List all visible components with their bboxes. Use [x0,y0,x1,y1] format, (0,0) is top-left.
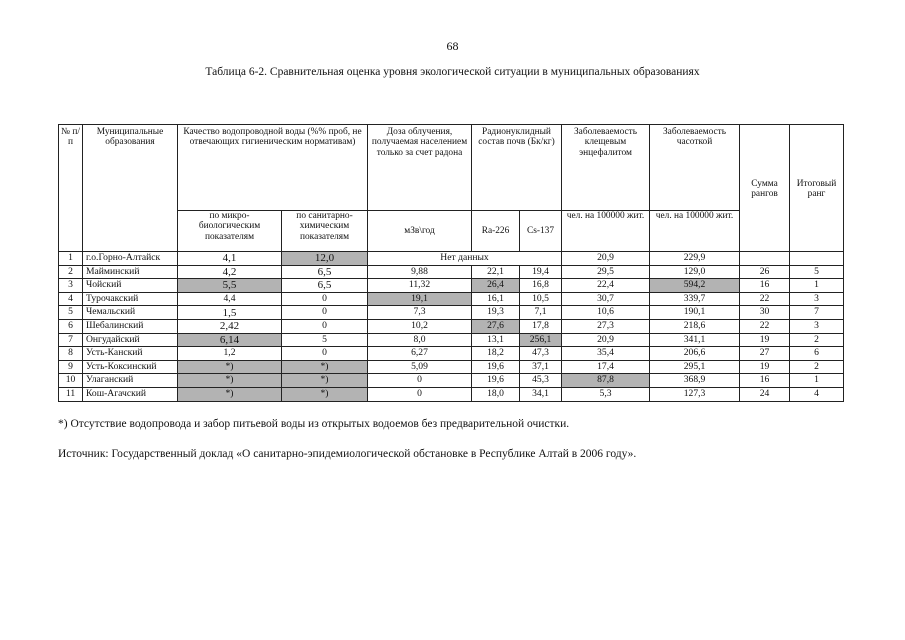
cell-num: 1 [59,252,83,266]
subheader-tick-unit: чел. на 100000 жит. [562,211,650,252]
cell-ra226: 26,4 [472,279,520,293]
cell-pinworm: 206,6 [650,347,740,361]
cell-ra226: 22,1 [472,265,520,279]
cell-num: 9 [59,360,83,374]
cell-dose: 10,2 [368,319,472,333]
header-radionuclide: Радионуклидный состав почв (Бк/кг) [472,125,562,211]
cell-cs137: 19,4 [520,265,562,279]
cell-final-rank: 3 [790,319,844,333]
cell-final-rank: 6 [790,347,844,361]
cell-tick-encephalitis: 30,7 [562,292,650,306]
table-row [59,333,844,347]
cell-ra226: 16,1 [472,292,520,306]
cell-final-rank: 4 [790,387,844,401]
cell-ra226: 19,6 [472,374,520,388]
subheader-chemical: по санитарно-химическим показателям [282,211,368,252]
cell-num: 10 [59,374,83,388]
cell-rank-sum: 19 [740,360,790,374]
cell-ra226: 19,3 [472,306,520,320]
cell-final-rank: 5 [790,265,844,279]
cell-water-chem: 0 [282,347,368,361]
cell-water-chem: 5 [282,333,368,347]
cell-num: 8 [59,347,83,361]
cell-tick-encephalitis: 27,3 [562,319,650,333]
subheader-pinworm-unit: чел. на 100000 жит. [650,211,740,252]
header-tick-encephalitis: Заболеваемость клещевым энцефалитом [562,125,650,211]
cell-no-data: Нет данных [368,252,562,266]
cell-water-micro: 1,2 [178,347,282,361]
cell-dose: 0 [368,374,472,388]
header-radiation-dose: Доза облучения, получаемая населением только за счет радона [368,125,472,211]
cell-rank-sum: 16 [740,279,790,293]
cell-num: 5 [59,306,83,320]
header-water-quality: Качество водопроводной воды (%% проб, не отвечающих гигиеническим нормативам) [178,125,368,211]
table-row [59,319,844,333]
cell-tick-encephalitis: 22,4 [562,279,650,293]
cell-ra226: 18,0 [472,387,520,401]
cell-water-micro: 4,2 [178,265,282,279]
cell-water-micro: 4,4 [178,292,282,306]
cell-municipality: Турочакский [83,292,178,306]
cell-dose: 7,3 [368,306,472,320]
cell-ra226: 13,1 [472,333,520,347]
cell-num: 4 [59,292,83,306]
header-municipality: Муниципальные образования [83,125,178,252]
cell-water-chem: 0 [282,319,368,333]
cell-final-rank: 1 [790,374,844,388]
cell-num: 3 [59,279,83,293]
cell-municipality: Шебалинский [83,319,178,333]
cell-final-rank: 1 [790,279,844,293]
cell-municipality: Кош-Агачский [83,387,178,401]
cell-rank-sum: 30 [740,306,790,320]
cell-pinworm: 129,0 [650,265,740,279]
cell-rank-sum: 19 [740,333,790,347]
cell-pinworm: 229,9 [650,252,740,266]
cell-water-chem: 6,5 [282,279,368,293]
cell-cs137: 7,1 [520,306,562,320]
cell-final-rank: 7 [790,306,844,320]
header-rank-sum: Сумма рангов [740,125,790,252]
cell-rank-sum: 24 [740,387,790,401]
cell-water-chem: 0 [282,292,368,306]
cell-water-micro: 1,5 [178,306,282,320]
cell-water-micro: 6,14 [178,333,282,347]
page-number: 68 [446,39,459,53]
cell-municipality: Усть-Канский [83,347,178,361]
cell-cs137: 47,3 [520,347,562,361]
source-note: Источник: Государственный доклад «О санитарно-эпидемиологической обстановке в Республике Алтай в 2006 году». [58,448,637,460]
cell-tick-encephalitis: 29,5 [562,265,650,279]
ecology-table [58,124,844,402]
table-row [59,347,844,361]
table-row [59,279,844,293]
cell-rank-sum: 22 [740,292,790,306]
cell-cs137: 45,3 [520,374,562,388]
footnote: *) Отсутствие водопровода и забор питьевой воды из открытых водоемов без предварительной очистки. [58,418,570,430]
table-row [59,252,844,266]
cell-pinworm: 341,1 [650,333,740,347]
cell-municipality: Майминский [83,265,178,279]
cell-water-chem: 6,5 [282,265,368,279]
cell-tick-encephalitis: 20,9 [562,333,650,347]
cell-rank-sum: 16 [740,374,790,388]
cell-municipality: Чемальский [83,306,178,320]
cell-cs137: 17,8 [520,319,562,333]
cell-ra226: 18,2 [472,347,520,361]
cell-tick-encephalitis: 17,4 [562,360,650,374]
subheader-dose-unit: мЗв\год [368,211,472,252]
cell-water-micro: *) [178,360,282,374]
cell-dose: 19,1 [368,292,472,306]
cell-pinworm: 218,6 [650,319,740,333]
table-row [59,292,844,306]
header-final-rank: Итоговый ранг [790,125,844,252]
cell-dose: 8,0 [368,333,472,347]
cell-pinworm: 127,3 [650,387,740,401]
cell-cs137: 256,1 [520,333,562,347]
table-row [59,360,844,374]
cell-water-chem: 12,0 [282,252,368,266]
cell-cs137: 34,1 [520,387,562,401]
cell-water-chem: *) [282,374,368,388]
header-num: № п/п [59,125,83,252]
table-row [59,306,844,320]
cell-final-rank [790,252,844,266]
cell-tick-encephalitis: 5,3 [562,387,650,401]
cell-municipality: г.о.Горно-Алтайск [83,252,178,266]
cell-water-chem: *) [282,387,368,401]
cell-num: 7 [59,333,83,347]
cell-water-micro: *) [178,374,282,388]
cell-dose: 0 [368,387,472,401]
cell-pinworm: 339,7 [650,292,740,306]
table-row [59,387,844,401]
cell-final-rank: 2 [790,333,844,347]
cell-cs137: 10,5 [520,292,562,306]
cell-water-chem: 0 [282,306,368,320]
cell-rank-sum: 22 [740,319,790,333]
cell-rank-sum [740,252,790,266]
cell-rank-sum: 27 [740,347,790,361]
cell-num: 11 [59,387,83,401]
table-row [59,374,844,388]
cell-final-rank: 3 [790,292,844,306]
cell-water-micro: 5,5 [178,279,282,293]
cell-water-micro: *) [178,387,282,401]
cell-pinworm: 594,2 [650,279,740,293]
cell-cs137: 37,1 [520,360,562,374]
cell-dose: 6,27 [368,347,472,361]
table-caption: Таблица 6-2. Сравнительная оценка уровня экологической ситуации в муниципальных образованиях [205,66,700,78]
cell-tick-encephalitis: 35,4 [562,347,650,361]
cell-municipality: Улаганский [83,374,178,388]
subheader-ra226: Ra-226 [472,211,520,252]
cell-municipality: Онгудайский [83,333,178,347]
cell-pinworm: 368,9 [650,374,740,388]
subheader-cs137: Cs-137 [520,211,562,252]
cell-dose: 11,32 [368,279,472,293]
cell-ra226: 27,6 [472,319,520,333]
cell-dose: 5,09 [368,360,472,374]
cell-tick-encephalitis: 87,8 [562,374,650,388]
cell-water-micro: 4,1 [178,252,282,266]
cell-tick-encephalitis: 10,6 [562,306,650,320]
cell-pinworm: 190,1 [650,306,740,320]
table-row [59,265,844,279]
cell-dose: 9,88 [368,265,472,279]
cell-tick-encephalitis: 20,9 [562,252,650,266]
cell-rank-sum: 26 [740,265,790,279]
cell-water-chem: *) [282,360,368,374]
subheader-microbiological: по микро-биологическим показателям [178,211,282,252]
cell-ra226: 19,6 [472,360,520,374]
cell-municipality: Усть-Коксинский [83,360,178,374]
cell-final-rank: 2 [790,360,844,374]
cell-water-micro: 2,42 [178,319,282,333]
cell-num: 2 [59,265,83,279]
header-pinworm: Заболеваемость часоткой [650,125,740,211]
cell-pinworm: 295,1 [650,360,740,374]
cell-num: 6 [59,319,83,333]
cell-municipality: Чойский [83,279,178,293]
cell-cs137: 16,8 [520,279,562,293]
